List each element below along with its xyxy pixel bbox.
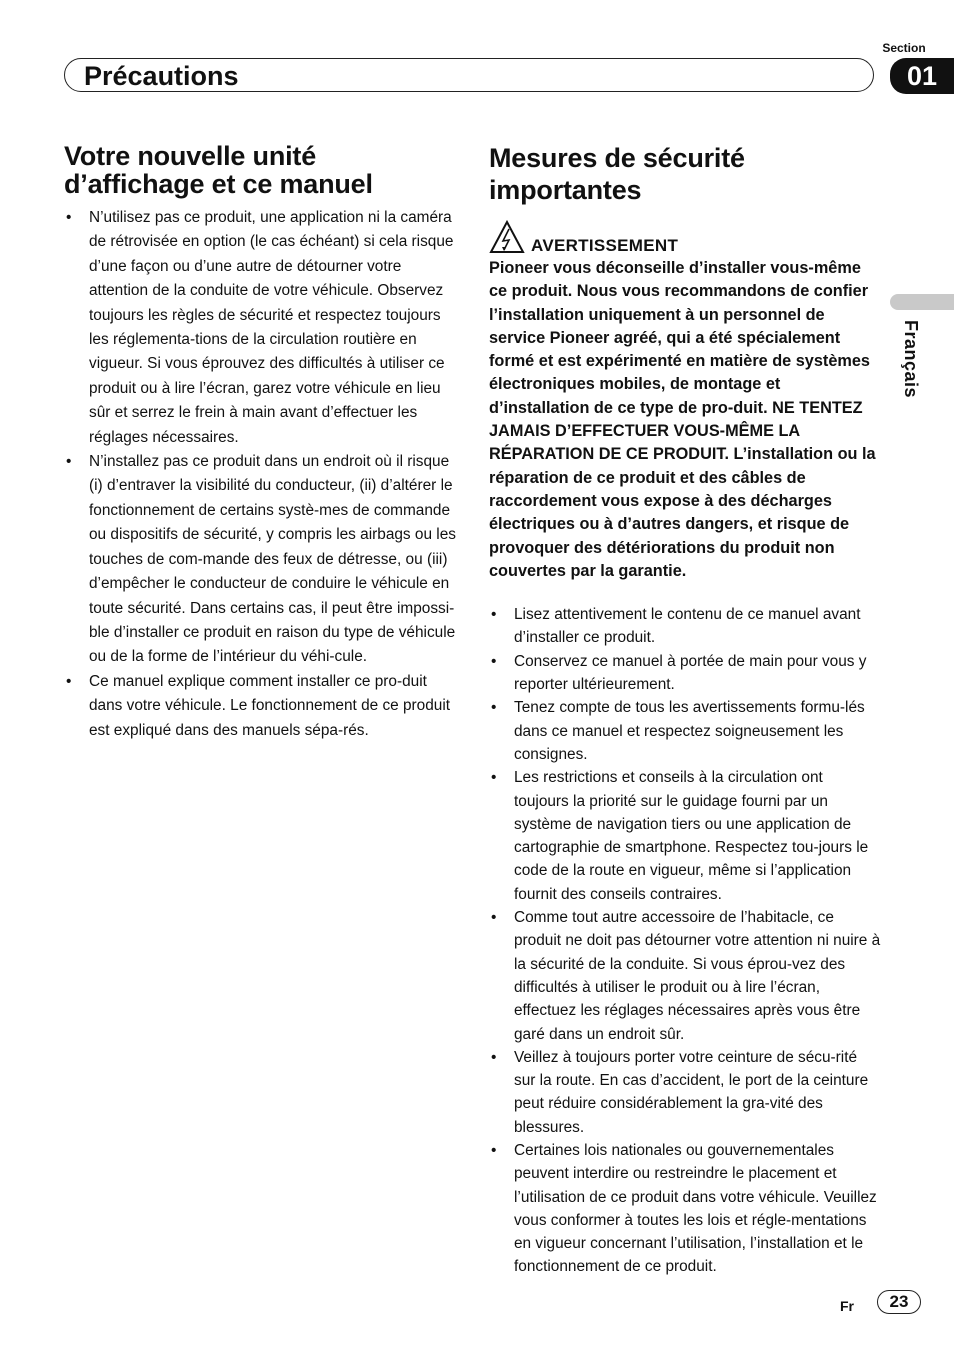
- page-title: Précautions: [84, 61, 239, 91]
- section-label: Section: [882, 41, 926, 55]
- electric-hazard-icon: [489, 220, 525, 254]
- list-item: [489, 906, 881, 1046]
- list-item: [64, 206, 456, 450]
- list-item: [489, 766, 881, 906]
- bullet-icon: •: [491, 652, 497, 670]
- bullet-icon: •: [491, 699, 497, 717]
- bullet-icon: •: [66, 209, 72, 226]
- list-item: [489, 1046, 881, 1139]
- warning-text: Pioneer vous déconseille d’installer vous-même ce produit. Nous vous recommandons de confier l’installation uniquement à un personnel de service Pioneer agréé, qui a été spécialement formé et est expérimenté en matière de systèmes électroniques mobiles, de montage et d’installation de ce type de pro-duit. NE TENTEZ JAMAIS D’EFFECTUER VOUS-MÊME LA RÉPARATION DE CE PRODUIT. L’installation ou la réparation de ce produit et des câbles de raccordement vous expose à des décharges électriques ou à d’autres dangers, et risque de provoquer des détériorations du produit non couvertes par la garantie.: [489, 259, 876, 580]
- page-number: 23: [877, 1290, 921, 1314]
- list-item: [489, 650, 881, 697]
- list-item-text: Conservez ce manuel à portée de main pour vous y reporter ultérieurement.: [514, 652, 867, 694]
- bullet-icon: •: [491, 1141, 497, 1159]
- list-item: [489, 696, 881, 766]
- list-item-text: N’utilisez pas ce produit, une application ni la caméra de rétrovisée en option (le cas échéant) si cela risque d’une façon ou d’une autre de détourner votre attention de la conduite de votre véhicule. Observez toujours les règles de sécurité et respectez toujours les réglementa-tions de la circulation routière en vigueur. Si vous éprouvez des difficultés à utiliser ce produit ou à lire l’écran, garez votre véhicule en lieu sûr et serrez le frein à main avant d’effectuer les réglages nécessaires.: [89, 209, 454, 446]
- bullet-icon: •: [491, 606, 497, 624]
- bullet-icon: •: [491, 909, 497, 927]
- list-item-text: Tenez compte de tous les avertissements formu-lés dans ce manuel et respectez soigneusement les consignes.: [514, 699, 865, 763]
- left-bullet-list: [64, 206, 456, 743]
- bullet-icon: •: [66, 453, 72, 471]
- footer-language-code: Fr: [840, 1298, 854, 1314]
- list-item-text: N’installez pas ce produit dans un endroit où il risque (i) d’entraver la visibilité du conducteur, (ii) d’altérer le fonctionnement de certains systè-mes de commande ou dispositifs de sécurité, y compris les airbags ou les touches de com-mande des feux de détresse, ou (iii) d’empêcher le conducteur de conduire le véhicule en toute sécurité. Dans certains cas, il peut être impossi-ble d’installer ce produit en raison du type de véhicule ou de la forme de l’intérieur du véhi-cule.: [89, 453, 456, 666]
- warning-header: [489, 218, 881, 254]
- bullet-icon: •: [491, 1048, 497, 1066]
- warning-title: AVERTISSEMENT: [531, 236, 679, 255]
- list-item-text: Les restrictions et conseils à la circulation ont toujours la priorité sur le guidage fourni par un système de navigation tiers ou une application de cartographie de smartphone. Respectez tou-jours le code de la route en vigueur, même si l’application fournit des conseils contraires.: [514, 769, 869, 903]
- left-column: [64, 142, 456, 743]
- section-number-badge: 01: [890, 58, 954, 94]
- list-item: [489, 1139, 881, 1279]
- list-item-text: Ce manuel explique comment installer ce pro-duit dans votre véhicule. Le fonctionnement de ce produit est expliqué dans des manuels sépa-rés.: [89, 672, 451, 739]
- bullet-icon: •: [491, 769, 497, 787]
- language-tab-label: Français: [901, 320, 921, 399]
- language-tab-marker: [890, 294, 954, 310]
- list-item: [64, 670, 456, 743]
- list-item-text: Veillez à toujours porter votre ceinture de sécu-rité sur la route. En cas d’accident, le port de la ceinture peut réduire considérablement la gra-vité des blessures.: [514, 1048, 869, 1136]
- list-item: [489, 603, 881, 650]
- right-column: [489, 142, 881, 1279]
- list-item-text: Comme tout autre accessoire de l’habitacle, ce produit ne doit pas détourner votre attention ni nuire à la sécurité de la conduite. Si vous éprou-vez des difficultés à utiliser le produit ou à lire l’écran, effectuez les réglages nécessaires après vous être garé dans un endroit sûr.: [514, 909, 881, 1043]
- list-item-text: Lisez attentivement le contenu de ce manuel avant d’installer ce produit.: [514, 606, 861, 647]
- left-heading: Votre nouvelle unité d’affichage et ce manuel: [64, 141, 373, 199]
- list-item-text: Certaines lois nationales ou gouvernementales peuvent interdire ou restreindre le placement et l’utilisation de ce produit dans votre véhicule. Veuillez vous conformer à toutes les lois et régle-mentations en vigueur concernant l’utilisation, l’installation et le fonctionnement de ce produit.: [514, 1141, 877, 1276]
- right-bullet-list: [489, 603, 881, 1279]
- right-heading: Mesures de sécurité importantes: [489, 143, 745, 205]
- list-item: [64, 450, 456, 670]
- bullet-icon: •: [66, 672, 72, 690]
